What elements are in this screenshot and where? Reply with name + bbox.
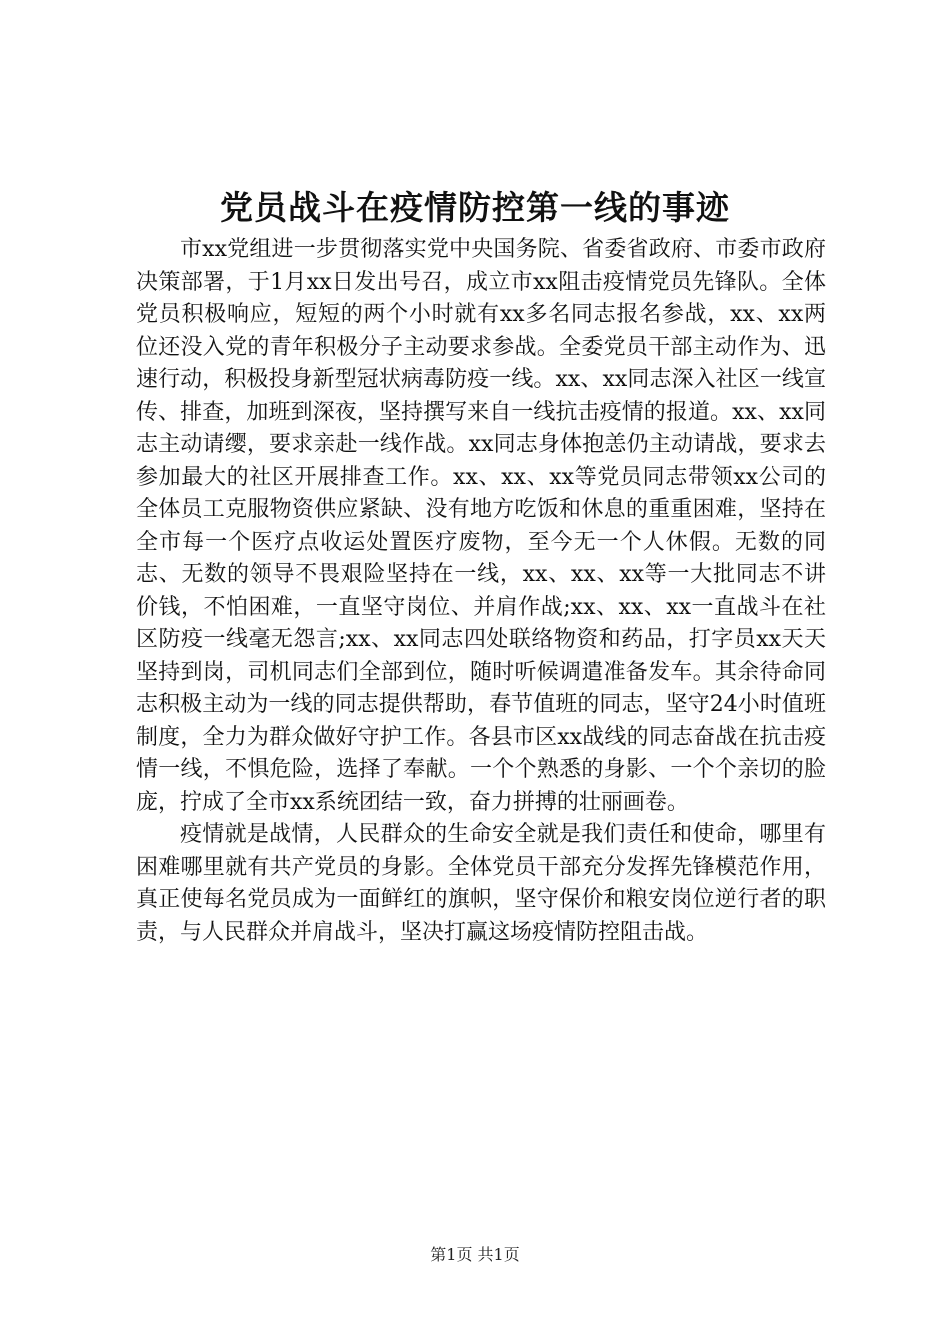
- document-title: 党员战斗在疫情防控第一线的事迹: [220, 188, 730, 227]
- page-footer: 第1页 共1页: [430, 1245, 520, 1264]
- paragraph: 疫情就是战情，人民群众的生命安全就是我们责任和使命，哪里有困难哪里就有共产党员的身影。全体党员干部充分发挥先锋模范作用，真正使每名党员成为一面鲜红的旗帜，坚守保价和粮安岗位逆行者的职责，与人民群众并肩战斗，坚决打赢这场疫情防控阻击战。: [136, 822, 826, 945]
- document-body: [136, 234, 826, 949]
- paragraph: 市xx党组进一步贯彻落实党中央国务院、省委省政府、市委市政府决策部署，于1月xx日发出号召，成立市xx阻击疫情党员先锋队。全体党员积极响应，短短的两个小时就有xx多名同志报名参战，xx、xx两位还没入党的青年积极分子主动要求参战。全委党员干部主动作为、迅速行动，积极投身新型冠状病毒防疫一线。xx、xx同志深入社区一线宣传、排查，加班到深夜，坚持撰写来自一线抗击疫情的报道。xx、xx同志主动请缨，要求亲赴一线作战。xx同志身体抱恙仍主动请战，要求去参加最大的社区开展排查工作。xx、xx、xx等党员同志带领xx公司的全体员工克服物资供应紧缺、没有地方吃饭和休息的重重困难，坚持在全市每一个医疗点收运处置医疗废物，至今无一个人休假。无数的同志、无数的领导不畏艰险坚持在一线，xx、xx、xx等一大批同志不讲价钱，不怕困难，一直坚守岗位、并肩作战;xx、xx、xx一直战斗在社区防疫一线毫无怨言;xx、xx同志四处联络物资和药品，打字员xx天天坚持到岗，司机同志们全部到位，随时听候调遣准备发车。其余待命同志积极主动为一线的同志提供帮助，春节值班的同志，坚守24小时值班制度，全力为群众做好守护工作。各县市区xx战线的同志奋战在抗击疫情一线，不惧危险，选择了奉献。一个个熟悉的身影、一个个亲切的脸庞，拧成了全市xx系统团结一致，奋力拼搏的壮丽画卷。: [136, 237, 826, 815]
